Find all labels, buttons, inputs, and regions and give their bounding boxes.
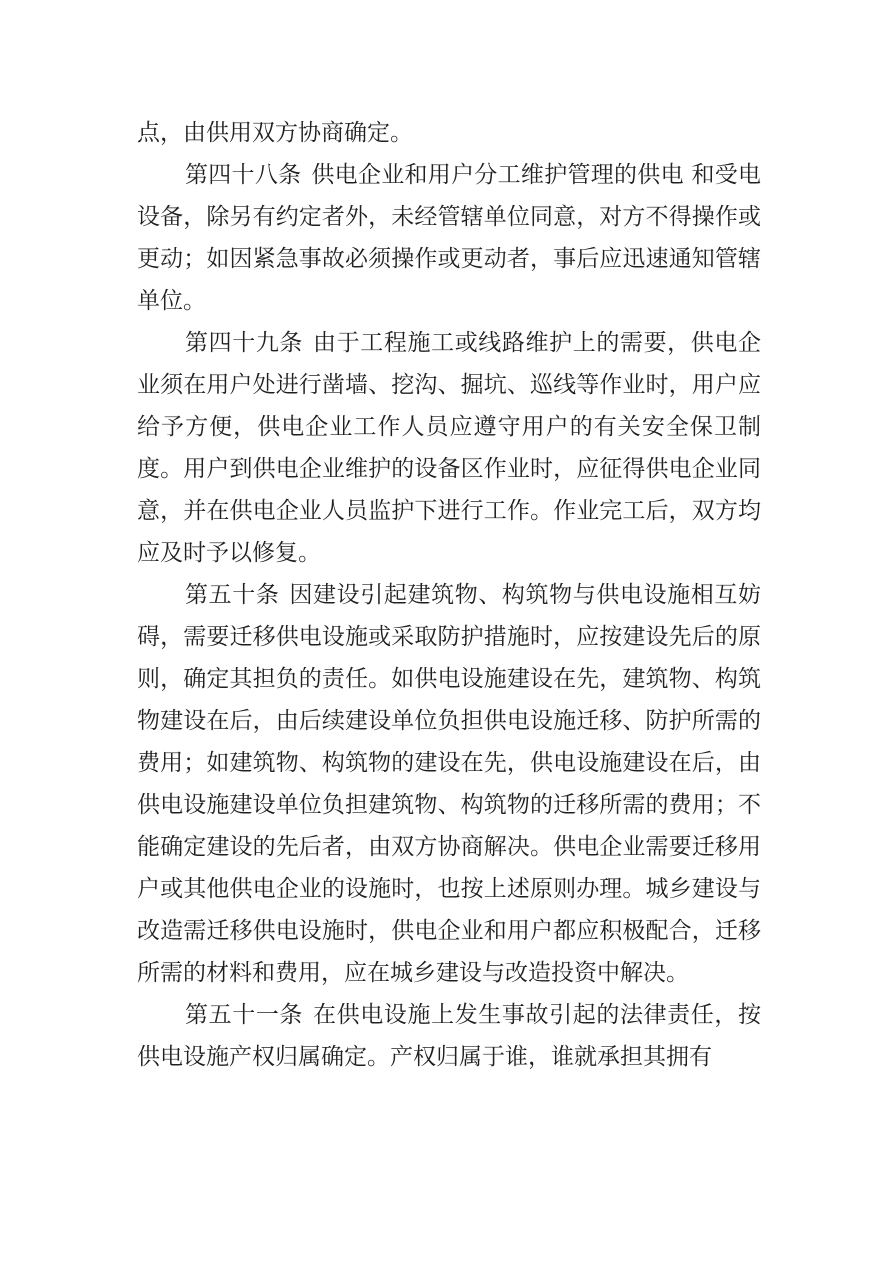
paragraph-text: 由于工程施工或线路维护上的需要，供电企业须在用户处进行凿墙、挖沟、掘坑、巡线等作业时，用户应给予方便，供电企业工作人员应遵守用户的有关安全保卫制度。用户到供电企业维护的设备区作业时，应征得供电企业同意，并在供电企业人员监护下进行工作。作业完工后，双方均应及时予以修复。	[137, 330, 762, 566]
article-48	[137, 154, 761, 322]
paragraph-text: 供电企业和用户分工维护管理的供电 和受电设备，除另有约定者外，未经管辖单位同意，对方不得操作或更动；如因紧急事故必须操作或更动者，事后应迅速通知管辖单位。	[137, 162, 762, 314]
document-body	[137, 112, 761, 1078]
article-number: 第四十九条	[185, 330, 304, 356]
article-number: 第四十八条	[185, 162, 302, 188]
paragraph-text: 在供电设施上发生事故引起的法律责任，按供电设施产权归属确定。产权归属于谁，谁就承担其拥有	[137, 1002, 762, 1070]
paragraph-continuation	[137, 112, 761, 154]
article-number: 第五十一条	[185, 1002, 304, 1028]
article-51	[137, 994, 761, 1078]
paragraph-text: 因建设引起建筑物、构筑物与供电设施相互妨碍，需要迁移供电设施或采取防护措施时，应按建设先后的原则，确定其担负的责任。如供电设施建设在先，建筑物、构筑物建设在后，由后续建设单位负担供电设施迁移、防护所需的费用；如建筑物、构筑物的建设在先，供电设施建设在后，由供电设施建设单位负担建筑物、构筑物的迁移所需的费用；不能确定建设的先后者，由双方协商解决。供电企业需要迁移用户或其他供电企业的设施时，也按上述原则办理。城乡建设与改造需迁移供电设施时，供电企业和用户都应积极配合，迁移所需的材料和费用，应在城乡建设与改造投资中解决。	[137, 582, 762, 986]
article-number: 第五十条	[185, 582, 280, 608]
article-49	[137, 322, 761, 574]
paragraph-text: 点，由供用双方协商确定。	[137, 120, 413, 146]
article-50	[137, 574, 761, 994]
